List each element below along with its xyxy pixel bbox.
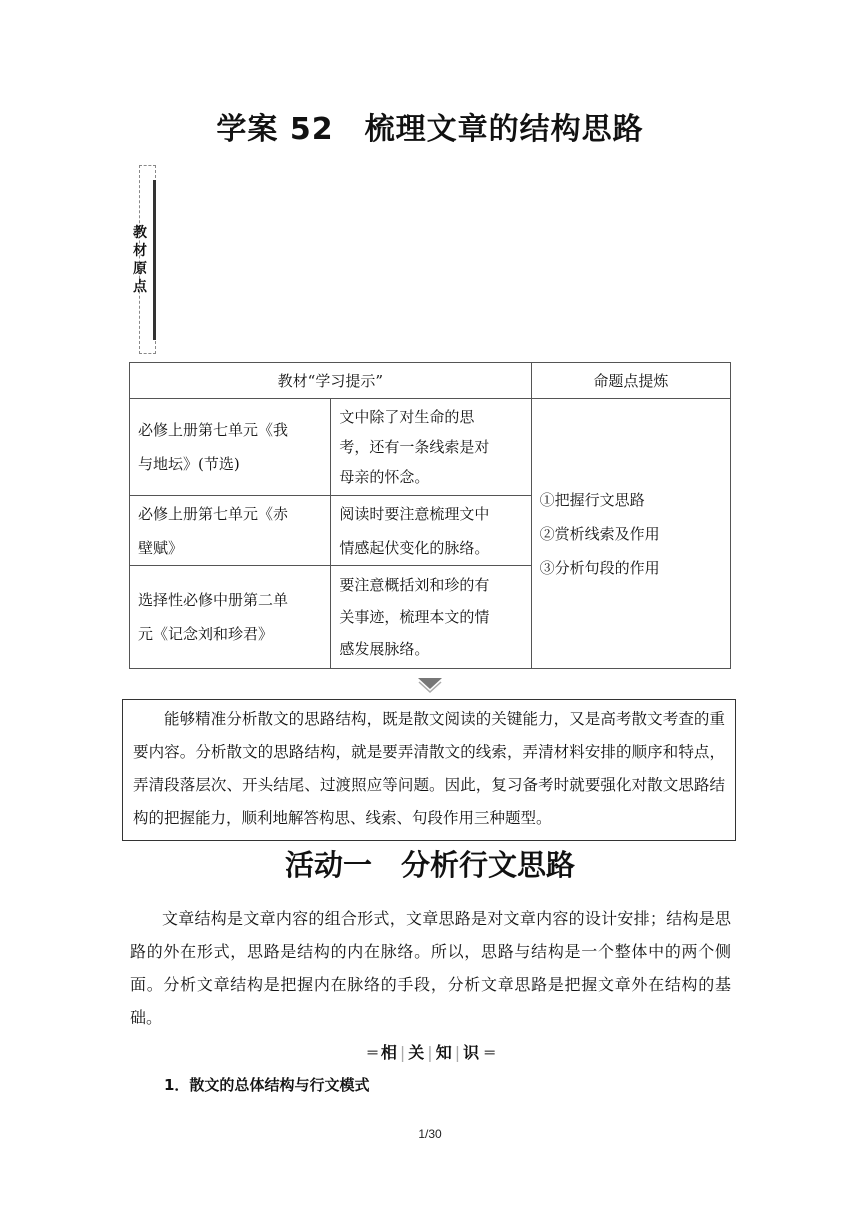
subheading: 1．散文的总体结构与行文模式 (164, 1076, 370, 1094)
chevron-down-icon (416, 676, 444, 694)
double-line-icon: ═ (367, 1043, 376, 1062)
activity-title: 活动一 分析行文思路 (284, 848, 575, 882)
table-cell-tip: 阅读时要注意梳理文中 情感起伏变化的脉络。 (331, 496, 531, 566)
activity-paragraph: 文章结构是文章内容的组合形式，文章思路是对文章内容的设计安排；结构是思路的外在形式，思路是结构的内在脉络。所以，思路与结构是一个整体中的两个侧面。分析文章结构是把握内在脉络的手段，分析文章思路是把握文章外在结构的基础。 (130, 909, 731, 1027)
table-cell-source: 必修上册第七单元《我 与地坛》(节选) (130, 399, 331, 496)
table-cell-tip: 文中除了对生命的思 考，还有一条线索是对 母亲的怀念。 (331, 399, 531, 496)
side-tab-bar (153, 180, 156, 340)
table-cell-source: 必修上册第七单元《赤 壁赋》 (130, 496, 331, 566)
side-tab-label: 教 材 原 点 (133, 225, 147, 295)
side-tab (133, 165, 156, 354)
page-number: 1/30 (418, 1127, 442, 1141)
page-title: 学案 52 梳理文章的结构思路 (216, 112, 644, 147)
intro-box: 能够精准分析散文的思路结构，既是散文阅读的关键能力，又是高考散文考查的重要内容。分析散文的思路结构，就是要弄清散文的线索，弄清材料安排的顺序和特点，弄清段落层次、开头结尾、过渡照应等问题。因此，复习备考时就要强化对散文思路结构的把握能力，顺利地解答构思、线索、句段作用三种题型。 (122, 699, 736, 841)
table-cell-points: ①把握行文思路 ②赏析线索及作用 ③分析句段的作用 (531, 399, 730, 669)
table-cell-source: 选择性必修中册第二单 元《记念刘和珍君》 (130, 566, 331, 669)
table-header-row (130, 363, 731, 399)
table-cell-tip: 要注意概括刘和珍的有 关事迹，梳理本文的情 感发展脉络。 (331, 566, 531, 669)
section-header: ═ 相 | 关 | 知 | 识 ═ (367, 1043, 493, 1062)
table-row (130, 399, 731, 496)
divider: | (399, 1043, 406, 1062)
table-header-tips: 教材“学习提示” (130, 363, 532, 399)
double-line-icon: ═ (484, 1043, 493, 1062)
material-table (129, 362, 731, 669)
divider: | (427, 1043, 433, 1062)
divider: | (454, 1043, 461, 1062)
table-header-points: 命题点提炼 (531, 363, 730, 399)
